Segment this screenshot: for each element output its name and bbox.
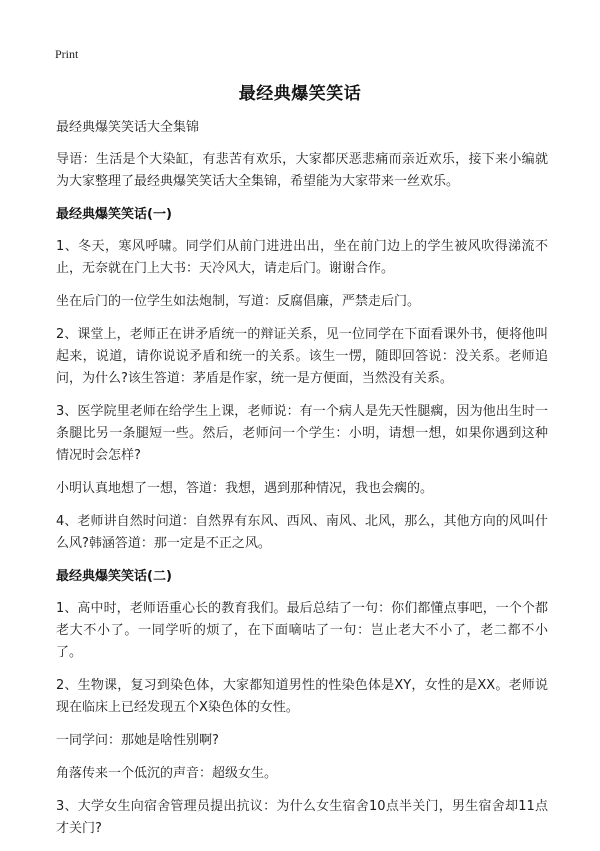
article-body	[56, 117, 548, 851]
intro-paragraph: 导语：生活是个大染缸，有悲苦有欢乐，大家都厌恶悲痛而亲近欢乐，接下来小编就为大家整理了最经典爆笑笑话大全集锦，希望能为大家带来一丝欢乐。	[56, 152, 548, 189]
paragraph: 2、生物课，复习到染色体，大家都知道男性的性染色体是XY，女性的是XX。老师说现在临床上已经发现五个X染色体的女性。	[56, 678, 548, 715]
paragraph: 1、冬天，寒风呼啸。同学们从前门进进出出，坐在前门边上的学生被风吹得涕流不止，无奈就在门上大书：天冷风大，请走后门。谢谢合作。	[56, 239, 548, 276]
paragraph: 4、老师讲自然时问道：自然界有东风、西风、南风、北风，那么，其他方向的风叫什么风?韩涵答道：那一定是不正之风。	[56, 514, 548, 551]
paragraph: 角落传来一个低沉的声音：超级女生。	[56, 766, 278, 781]
paragraph: 3、大学女生向宿舍管理员提出抗议：为什么女生宿舍10点半关门，男生宿舍却11点才关门?	[56, 799, 548, 836]
paragraph: 坐在后门的一位学生如法炮制，写道：反腐倡廉，严禁走后门。	[56, 294, 421, 309]
paragraph: 2、课堂上，老师正在讲矛盾统一的辩证关系，见一位同学在下面看课外书，便将他叫起来，说道，请你说说矛盾和统一的关系。该生一愣，随即回答说：没关系。老师追问，为什么?该生答道：茅盾是作家，统一是方便面，当然没有关系。	[56, 327, 548, 386]
article-subtitle: 最经典爆笑笑话大全集锦	[56, 120, 200, 135]
paragraph: 一同学问：那她是啥性别啊?	[56, 733, 219, 748]
paragraph: 1、高中时，老师语重心长的教育我们。最后总结了一句：你们都懂点事吧，一个个都老大不小了。一同学听的烦了，在下面嘀咕了一句：岂止老大不小了，老二都不小了。	[56, 601, 548, 660]
section-heading-2: 最经典爆笑笑话(二)	[56, 569, 172, 584]
print-link[interactable]: Print	[55, 47, 79, 61]
section-heading-1: 最经典爆笑笑话(一)	[56, 207, 172, 222]
paragraph: 小明认真地想了一想，答道：我想，遇到那种情况，我也会瘸的。	[56, 481, 434, 496]
paragraph: 3、医学院里老师在给学生上课，老师说：有一个病人是先天性腿瘸，因为他出生时一条腿比另一条腿短一些。然后，老师问一个学生：小明，请想一想，如果你遇到这种情况时会怎样?	[56, 404, 548, 463]
page-title: 最经典爆笑笑话	[238, 84, 362, 104]
